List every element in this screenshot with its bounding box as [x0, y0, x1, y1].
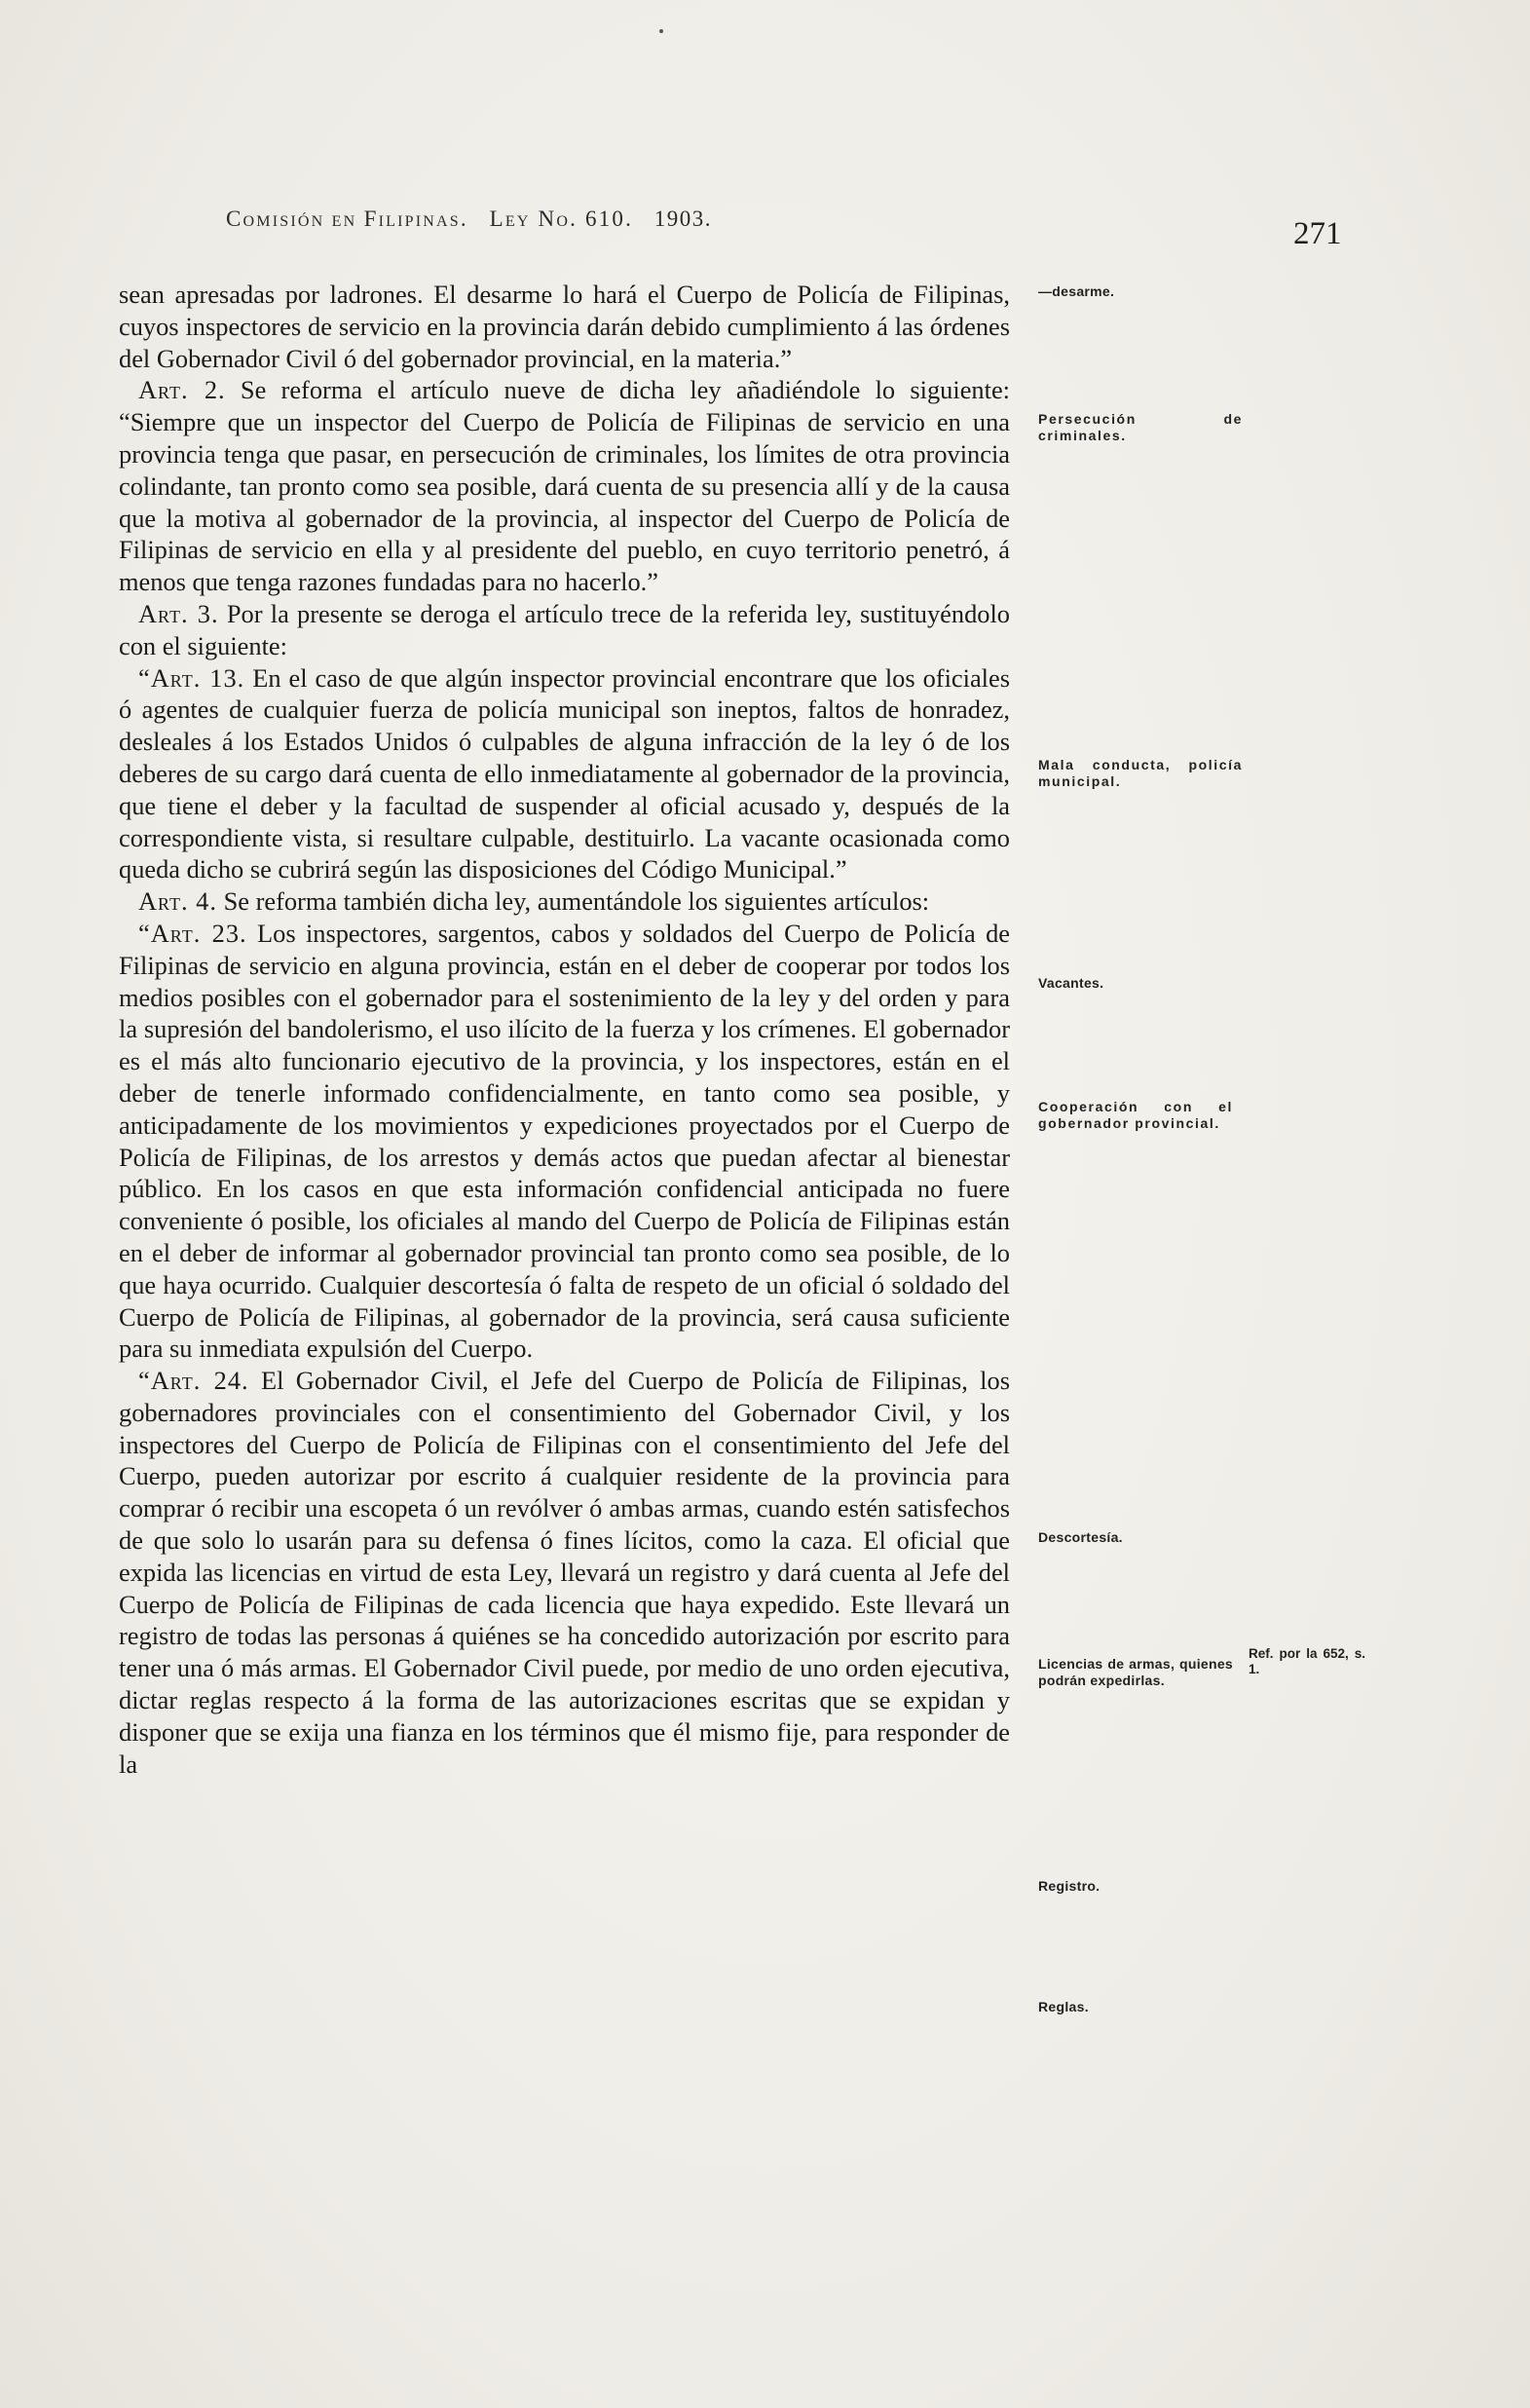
- margin-note-cooperacion: Cooperación con el gobernador provincial.: [1038, 1099, 1233, 1131]
- header-comision: Comisión: [226, 207, 325, 231]
- margin-note-reglas: Reglas.: [1038, 1999, 1089, 2014]
- paragraph-art-24: [119, 1365, 1010, 1780]
- header-en: en: [331, 207, 357, 231]
- paragraph-art-23: [119, 918, 1010, 1365]
- paragraph-continuation: [119, 279, 1010, 374]
- article-label: “Art. 23.: [138, 918, 247, 948]
- article-label: Art. 2.: [138, 375, 226, 405]
- paragraph-text: Los inspectores, sargentos, cabos y soldados del Cuerpo de Policía de Filipinas de servicio en alguna provincia, están en el deber de cooperar por todos los medios posibles con el gobernador para el sostenimiento de la ley y del orden y para la supresión del bandolerismo, el uso ilícito de la fuerza y los crímenes. El gobernador es el más alto funcionario ejecutivo de la provincia, y los inspectores, están en el deber de tenerle informado confidencialmente, en tanto como sea posible, y anticipadamente de los movimientos y expediciones proyectados por el Cuerpo de Policía de Filipinas, de los arrestos y demás actos que puedan afectar al bienestar público. En los casos en que esta información confidencial anticipada no fuere conveniente ó posible, los oficiales al mando del Cuerpo de Policía de Filipinas están en el deber de informar al gobernador provincial tan pronto como sea posible, de lo que haya ocurrido. Cualquier descortesía ó falta de respeto de un oficial ó soldado del Cuerpo de Policía de Filipinas, al gobernador de la provincia, será causa suficiente para su inmediata expulsión del Cuerpo.: [119, 918, 1010, 1364]
- margin-note-desarme: —desarme.: [1038, 283, 1115, 299]
- margin-note-licencias: Licencias de armas, quienes podrán expedirlas.: [1038, 1656, 1233, 1688]
- paragraph-text: Se reforma el artículo nueve de dicha ley añadiéndole lo siguiente: “Siempre que un inspector del Cuerpo de Policía de Filipinas de servicio en una provincia tenga que pasar, en persecución de criminales, los límites de otra provincia colindante, tan pronto como sea posible, dará cuenta de su presencia allí y de la causa que la motiva al gobernador de la provincia, al inspector del Cuerpo de Policía de Filipinas de servicio en ella y al presidente del pueblo, en cuyo territorio penetró, á menos que tenga razones fundadas para no hacerlo.”: [119, 375, 1010, 597]
- body-text: [119, 279, 1010, 1780]
- paragraph-text: Se reforma también dicha ley, aumentándole los siguientes artículos:: [223, 886, 930, 917]
- page-number: 271: [1293, 216, 1342, 251]
- margin-note-registro: Registro.: [1038, 1878, 1101, 1894]
- paragraph-text: En el caso de que algún inspector provincial encontrare que los oficiales ó agentes de cualquier fuerza de policía municipal son ineptos, faltos de honradez, desleales á los Estados Unidos ó culpables de alguna infracción de la ley ó de los deberes de su cargo dará cuenta de ello inmediatamente al gobernador de la provincia, que tiene el deber y la facultad de suspender al oficial acusado y, después de la correspondiente vista, si resultare culpable, destituirlo. La vacante ocasionada como queda dicho se cubrirá según las disposiciones del Código Municipal.”: [119, 662, 1010, 884]
- margin-note-descortesia: Descortesía.: [1038, 1529, 1123, 1545]
- margin-note-persecucion: Persecución de criminales.: [1038, 411, 1243, 443]
- paragraph-art-4: [119, 885, 1010, 918]
- scan-speck: [659, 29, 663, 33]
- header-ley: Ley No. 610.: [489, 207, 634, 231]
- margin-note-ref: Ref. por la 652, s. 1.: [1249, 1646, 1365, 1676]
- paragraph-text: sean apresadas por ladrones. El desarme lo hará el Cuerpo de Policía de Filipinas, cuyos inspectores de servicio en la provincia darán debido cumplimiento á las órdenes del Gobernador Civil ó del gobernador provincial, en la materia.”: [119, 280, 1010, 373]
- paragraph-art-13: [119, 662, 1010, 886]
- article-label: “Art. 24.: [138, 1366, 249, 1396]
- header-filipinas: Filipinas.: [363, 207, 468, 231]
- article-label: Art. 3.: [138, 598, 219, 628]
- margin-note-vacantes: Vacantes.: [1038, 975, 1104, 991]
- article-label: “Art. 13.: [138, 662, 245, 693]
- header-year: 1903.: [653, 207, 713, 231]
- paragraph-art-3: [119, 598, 1010, 662]
- article-label: Art. 4.: [138, 886, 217, 917]
- margin-note-mala-conducta: Mala conducta, policía municipal.: [1038, 757, 1243, 789]
- running-header: [226, 207, 1005, 232]
- paragraph-text: Por la presente se deroga el artículo trece de la referida ley, sustituyéndolo con el siguiente:: [119, 598, 1010, 660]
- paragraph-art-2: [119, 374, 1010, 598]
- paragraph-text: El Gobernador Civil, el Jefe del Cuerpo de Policía de Filipinas, los gobernadores provinciales con el consentimiento del Gobernador Civil, y los inspectores del Cuerpo de Policía de Filipinas con el consentimiento del Jefe del Cuerpo, pueden autorizar por escrito á cualquier residente de la provincia para comprar ó recibir una escopeta ó un revólver ó ambas armas, cuando estén satisfechos de que solo lo usarán para su defensa ó fines lícitos, como la caza. El oficial que expida las licencias en virtud de esta Ley, llevará un registro y dará cuenta al Jefe del Cuerpo de Policía de Filipinas de cada licencia que haya expedido. Este llevará un registro de todas las personas á quiénes se ha concedido autorización por escrito para tener una ó más armas. El Gobernador Civil puede, por medio de uno orden ejecutiva, dictar reglas respecto á la forma de las autorizaciones escritas que se expidan y disponer que se exija una fianza en los términos que él mismo fije, para responder de la: [119, 1366, 1010, 1779]
